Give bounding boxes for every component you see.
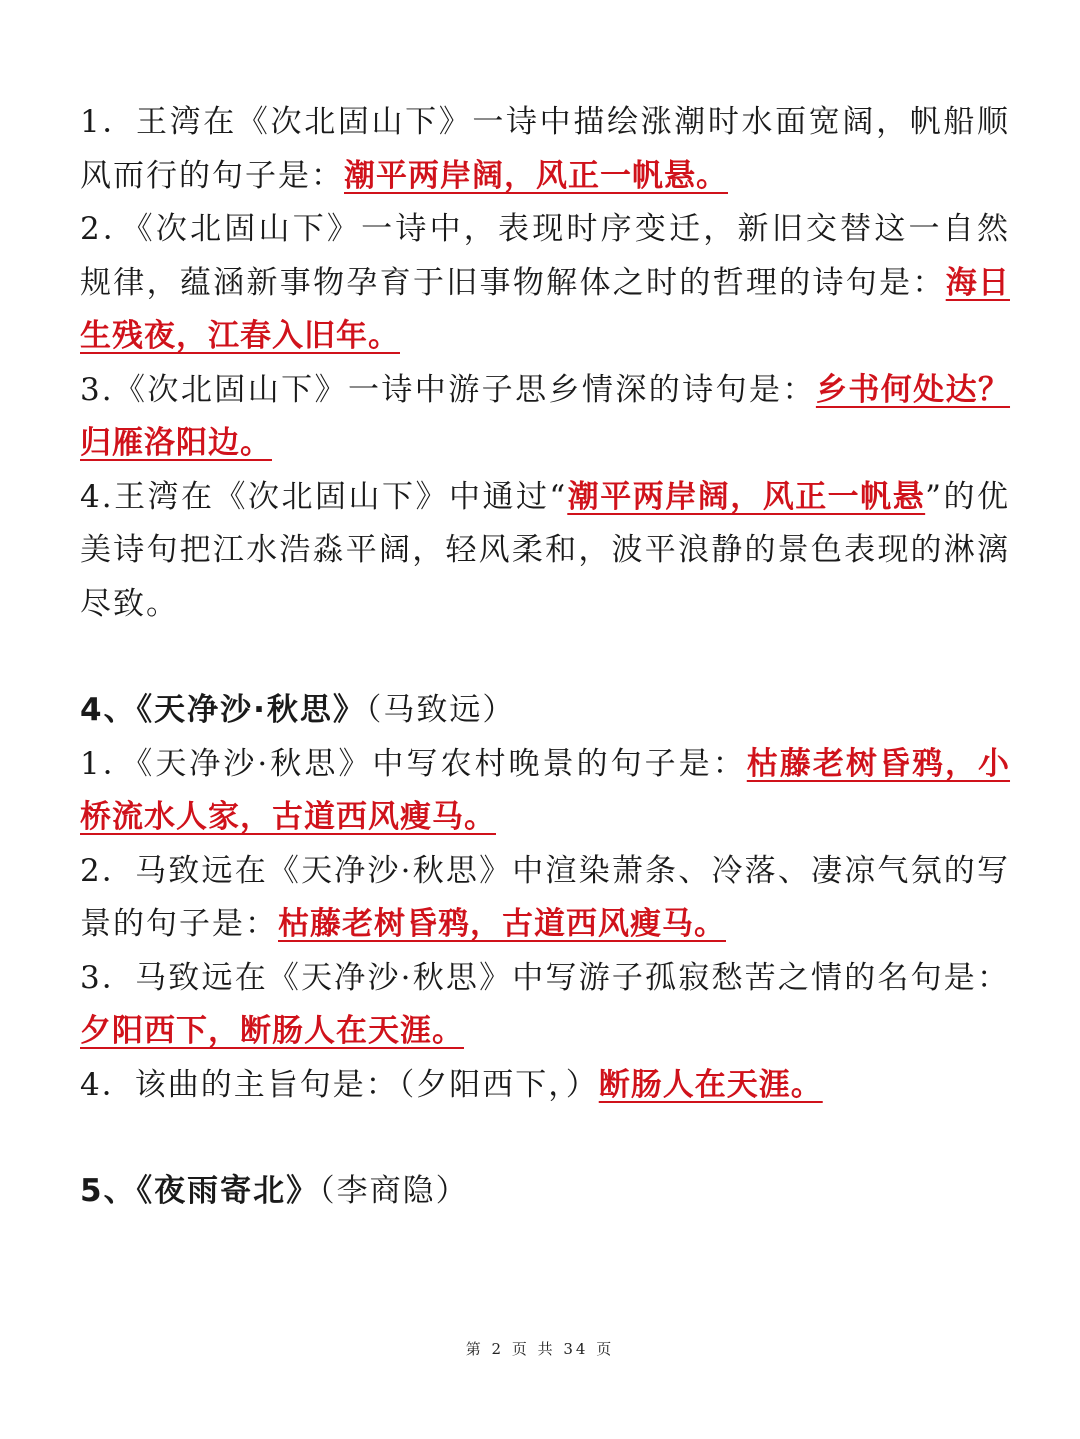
question-1 bbox=[80, 738, 1010, 845]
document-page bbox=[80, 96, 1010, 1219]
answer-text: 枯藤老树昏鸦，小桥流水人家，古道西风瘦马。 bbox=[80, 745, 1011, 835]
question-4 bbox=[80, 471, 1010, 632]
poem-author: （李商隐） bbox=[319, 1173, 469, 1209]
section-gap bbox=[80, 631, 1010, 684]
section-heading-5 bbox=[80, 1165, 1010, 1219]
poem-title: 《天净沙·秋思》 bbox=[136, 692, 366, 728]
poem-author: （马致远） bbox=[365, 692, 516, 728]
question-text: 2．马致远在《天净沙·秋思》中渲染萧条、冷落、凄凉气氛的写景的句子是： bbox=[80, 852, 1010, 942]
question-text-end: ”的优美诗句把江水浩淼平阔，轻风柔和，波平浪静的景色表现的淋漓尽致。 bbox=[80, 478, 1010, 622]
question-2 bbox=[80, 203, 1010, 364]
answer-text: 乡书何处达？归雁洛阳边。 bbox=[80, 371, 1011, 461]
question-text: 1．王湾在《次北固山下》一诗中描绘涨潮时水面宽阔，帆船顺风而行的句子是： bbox=[80, 104, 1010, 194]
question-text: 4．该曲的主旨句是：（夕阳西下，） bbox=[80, 1066, 599, 1103]
question-2 bbox=[80, 845, 1010, 952]
answer-text: 夕阳西下，断肠人在天涯。 bbox=[80, 1013, 464, 1049]
question-text: 3.《次北固山下》一诗中游子思乡情深的诗句是： bbox=[80, 371, 816, 408]
answer-text: 断肠人在天涯。 bbox=[598, 1066, 823, 1103]
answer-text: 枯藤老树昏鸦，古道西风瘦马。 bbox=[278, 906, 726, 942]
section-number: 5、 bbox=[80, 1173, 137, 1209]
answer-text: 海日生残夜，江春入旧年。 bbox=[80, 264, 1010, 354]
question-3 bbox=[80, 364, 1010, 471]
question-text: 2．《次北固山下》一诗中，表现时序变迁，新旧交替这一自然规律，蕴涵新事物孕育于旧事物解体之时的哲理的诗句是： bbox=[80, 211, 1010, 301]
section-number: 4、 bbox=[80, 692, 137, 728]
section-heading-4 bbox=[80, 684, 1010, 738]
poem-title: 《夜雨寄北》 bbox=[136, 1173, 320, 1209]
answer-text: 潮平两岸阔，风正一帆悬。 bbox=[344, 157, 728, 194]
section-gap bbox=[80, 1112, 1010, 1165]
question-4 bbox=[80, 1059, 1010, 1113]
question-text: 1．《天净沙·秋思》中写农村晚景的句子是： bbox=[80, 745, 747, 782]
question-text: 3．马致远在《天净沙·秋思》中写游子孤寂愁苦之情的名句是： bbox=[80, 959, 1010, 996]
question-1 bbox=[80, 96, 1010, 203]
question-text: 4.王湾在《次北固山下》中通过“ bbox=[80, 478, 568, 515]
question-3 bbox=[80, 952, 1010, 1059]
answer-text: 潮平两岸阔，风正一帆悬 bbox=[567, 478, 926, 515]
page-footer: 第 2 页 共 34 页 bbox=[465, 1340, 615, 1358]
